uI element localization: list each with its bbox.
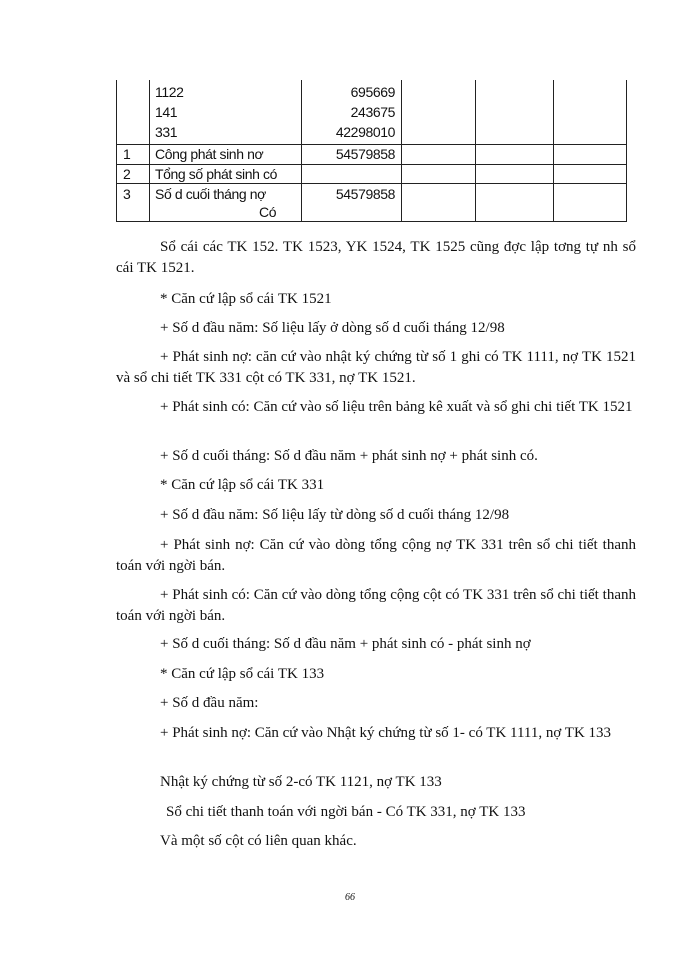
- paragraph: + Số d cuối tháng: Số d đầu năm + phát sinh có - phát sinh nợ: [160, 636, 531, 652]
- paragraph: * Căn cứ lập sổ cái TK 331: [160, 477, 325, 493]
- paragraph: Nhật ký chứng từ số 2-có TK 1121, nợ TK 133: [160, 774, 442, 790]
- paragraph: Và một số cột có liên quan khác.: [160, 833, 357, 849]
- ledger-table: [116, 80, 627, 222]
- row-divider: [117, 164, 626, 165]
- column-divider: [149, 80, 150, 221]
- row-number: 2: [123, 166, 131, 182]
- paragraph: + Phát sinh có: Căn cứ vào số liệu trên bảng kê xuất và sổ ghi chi tiết TK 1521: [160, 399, 633, 415]
- account-amount: 695669: [350, 84, 395, 100]
- row-label: Tổng số phát sinh có: [155, 166, 277, 182]
- account-code: 141: [155, 104, 178, 120]
- column-divider: [553, 80, 554, 221]
- row-divider: [117, 144, 626, 145]
- paragraph: + Phát sinh nợ: Căn cứ vào Nhật ký chứng từ số 1- có TK 1111, nợ TK 133: [160, 725, 612, 741]
- row-number: 3: [123, 186, 131, 202]
- paragraph: + Số d đầu năm: Số liệu lấy ở dòng số d cuối tháng 12/98: [160, 320, 505, 336]
- paragraph: + Phát sinh có: Căn cứ vào dòng tổng cộng cột có TK 331 trên sổ chi tiết thanh toán với ngời bán.: [116, 587, 636, 624]
- paragraph: + Phát sinh nợ: Căn cứ vào dòng tổng cộng nợ TK 331 trên sổ chi tiết thanh toán với ngời bán.: [116, 537, 636, 574]
- row-label-sub: Có: [259, 204, 277, 220]
- paragraph: + Số d đầu năm:: [160, 695, 259, 711]
- column-divider: [401, 80, 402, 221]
- paragraph: + Số d cuối tháng: Số d đầu năm + phát sinh nợ + phát sinh có.: [160, 448, 538, 464]
- column-divider: [475, 80, 476, 221]
- paragraph: + Số d đầu năm: Số liệu lấy từ dòng số d cuối tháng 12/98: [160, 507, 510, 523]
- row-divider: [117, 183, 626, 184]
- paragraph: Sổ chi tiết thanh toán với ngời bán - Có TK 331, nợ TK 133: [166, 804, 526, 820]
- row-amount: 54579858: [335, 186, 395, 202]
- row-amount: 54579858: [335, 146, 395, 162]
- account-amount: 243675: [350, 104, 395, 120]
- row-number: 1: [123, 146, 131, 162]
- paragraph: Sổ cái các TK 152. TK 1523, YK 1524, TK 1525 cũng đợc lập tơng tự nh sổ cái TK 1521.: [116, 239, 636, 276]
- page-number: 66: [345, 892, 355, 903]
- account-code: 1122: [155, 84, 184, 100]
- row-label: Số d cuối tháng nợ: [155, 186, 266, 202]
- paragraph: + Phát sinh nợ: căn cứ vào nhật ký chứng từ số 1 ghi có TK 1111, nợ TK 1521 và sổ chi tiết TK 331 cột có TK 331, nợ TK 1521.: [116, 349, 636, 386]
- row-label: Công phát sinh nơ: [155, 146, 264, 162]
- paragraph: * Căn cứ lập sổ cái TK 133: [160, 666, 325, 682]
- column-divider: [301, 80, 302, 221]
- paragraph: * Căn cứ lập sổ cái TK 1521: [160, 291, 332, 307]
- account-code: 331: [155, 124, 178, 140]
- account-amount: 42298010: [335, 124, 395, 140]
